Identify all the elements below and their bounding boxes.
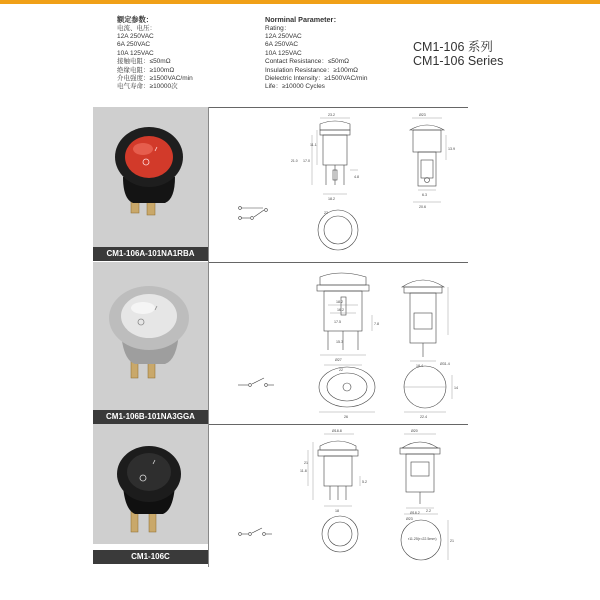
top-view bbox=[318, 210, 358, 250]
spec-en-line: Rating： bbox=[265, 24, 291, 32]
spec-en-line: 10A 125VAC bbox=[265, 49, 302, 57]
rocker-icon bbox=[127, 453, 171, 491]
rear-view bbox=[401, 509, 454, 560]
svg-text:22: 22 bbox=[324, 211, 328, 215]
svg-text:20.6: 20.6 bbox=[419, 205, 426, 209]
drawing-b bbox=[208, 265, 468, 425]
svg-text:22: 22 bbox=[339, 368, 343, 372]
svg-text:26: 26 bbox=[344, 415, 348, 419]
top-view bbox=[322, 516, 358, 552]
top-accent-bar bbox=[0, 0, 600, 4]
svg-text:23.2: 23.2 bbox=[328, 113, 335, 117]
rocker-icon bbox=[121, 294, 177, 338]
svg-text:Ø18.2: Ø18.2 bbox=[410, 511, 420, 515]
svg-text:22.4: 22.4 bbox=[420, 415, 427, 419]
svg-text:Ø18.8: Ø18.8 bbox=[332, 429, 342, 433]
circuit-symbol bbox=[238, 378, 274, 386]
svg-text:Ø23: Ø23 bbox=[419, 113, 426, 117]
spec-en bbox=[265, 16, 367, 92]
highlight-icon bbox=[131, 302, 155, 314]
spec-en-line: Life：≥10000 Cycles bbox=[265, 83, 325, 91]
highlight-icon bbox=[133, 143, 153, 155]
spec-en-line: 6A 250VAC bbox=[265, 41, 299, 49]
svg-text:r11.25(r=22.5mm): r11.25(r=22.5mm) bbox=[408, 537, 437, 541]
svg-text:5.2: 5.2 bbox=[362, 480, 367, 484]
rocker-icon bbox=[125, 136, 173, 178]
svg-text:21: 21 bbox=[450, 539, 454, 543]
svg-text:11.1: 11.1 bbox=[310, 143, 317, 147]
front-view bbox=[410, 113, 455, 209]
spec-cn-line: 介电强度：≥1500VAC/min bbox=[117, 75, 193, 83]
svg-text:18.2: 18.2 bbox=[328, 197, 335, 201]
svg-text:Ø23: Ø23 bbox=[406, 517, 413, 521]
spec-cn-line: 接触电阻：≤50mΩ bbox=[117, 58, 171, 66]
product-label: CM1-106B-101NA3GGA bbox=[93, 410, 208, 424]
svg-text:Ø20: Ø20 bbox=[411, 429, 418, 433]
product-photo-c bbox=[93, 424, 208, 544]
svg-text:6.3: 6.3 bbox=[422, 193, 427, 197]
spec-en-line: Contact Resistance：≤50mΩ bbox=[265, 58, 349, 66]
svg-text:21.0: 21.0 bbox=[291, 159, 298, 163]
front-view bbox=[402, 280, 448, 368]
spec-en-line: Dielectric Intensity：≥1500VAC/min bbox=[265, 75, 368, 83]
product-photo-a bbox=[93, 107, 208, 247]
spec-en-line: 12A 250VAC bbox=[265, 33, 302, 40]
drawing-c bbox=[208, 428, 468, 568]
top-view bbox=[319, 367, 375, 419]
svg-text:16.2: 16.2 bbox=[337, 308, 344, 312]
svg-text:Ø31.4: Ø31.4 bbox=[440, 362, 450, 366]
svg-text:17.0: 17.0 bbox=[303, 159, 310, 163]
product-label: CM1-106A-101NA1RBA bbox=[93, 247, 208, 261]
svg-text:17.5: 17.5 bbox=[334, 320, 341, 324]
side-view bbox=[317, 273, 379, 372]
svg-text:2.2: 2.2 bbox=[426, 509, 431, 513]
svg-text:4.8: 4.8 bbox=[354, 175, 359, 179]
svg-text:21: 21 bbox=[304, 461, 308, 465]
front-view bbox=[400, 429, 440, 515]
spec-en-heading: Norminal Parameter： bbox=[265, 15, 341, 24]
svg-text:15.3: 15.3 bbox=[336, 340, 343, 344]
series-title bbox=[413, 40, 503, 68]
series-title-cn: CM1-106 系列 bbox=[413, 40, 493, 54]
series-title-en: CM1-106 Series bbox=[413, 54, 504, 68]
svg-text:14: 14 bbox=[454, 386, 458, 390]
side-view bbox=[303, 113, 359, 201]
svg-text:7.8: 7.8 bbox=[374, 322, 379, 326]
product-label: CM1-106C bbox=[93, 550, 208, 564]
svg-text:18.4: 18.4 bbox=[416, 364, 423, 368]
svg-text:18.2: 18.2 bbox=[336, 300, 343, 304]
spec-cn-line: 绝缘电阻：≥100mΩ bbox=[117, 66, 175, 74]
svg-text:18: 18 bbox=[335, 509, 339, 513]
side-view bbox=[300, 429, 367, 513]
spec-cn-line: 10A 125VAC bbox=[117, 49, 154, 57]
product-photo-b bbox=[93, 262, 208, 410]
rear-view bbox=[404, 362, 458, 419]
svg-text:Ø27: Ø27 bbox=[335, 358, 342, 362]
svg-text:11.8: 11.8 bbox=[300, 469, 307, 473]
spec-cn-line: 6A 250VAC bbox=[117, 41, 151, 49]
spec-cn bbox=[117, 16, 193, 92]
spec-en-line: Insulation Resistance：≥100mΩ bbox=[265, 66, 358, 74]
drawing-a bbox=[208, 110, 468, 260]
spec-cn-line: 12A 250VAC bbox=[117, 33, 154, 40]
circuit-symbol bbox=[239, 207, 268, 220]
circuit-symbol bbox=[239, 528, 272, 535]
spec-cn-line: 电气寿命：≥10000次 bbox=[117, 83, 178, 91]
svg-text:13.9: 13.9 bbox=[448, 147, 455, 151]
spec-cn-line: 电流、电压： bbox=[117, 24, 156, 32]
spec-cn-heading: 额定参数： bbox=[117, 15, 153, 24]
